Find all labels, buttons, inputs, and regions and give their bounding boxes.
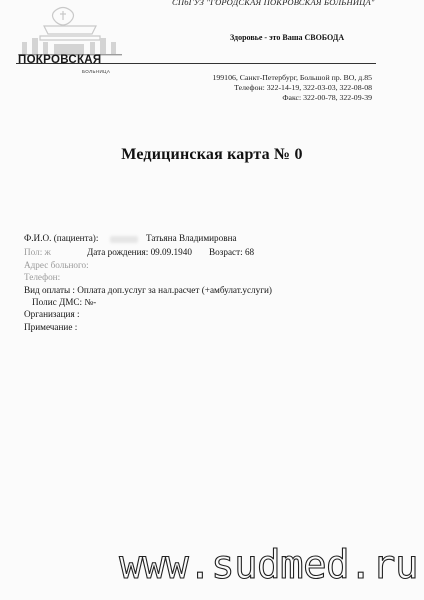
age-field: Возраст: 68 (209, 247, 255, 257)
document-title: Медицинская карта № 0 (121, 146, 303, 163)
phone-field: Телефон: (24, 272, 61, 282)
payment-field: Вид оплаты : Оплата доп.услуг за нал.расчет (+амбулат.услуги) (24, 285, 272, 295)
dob-field: Дата рождения: 09.09.1940 (87, 247, 192, 257)
header-divider (16, 63, 376, 64)
logo-wordmark: ПОКРОВСКАЯ (18, 54, 102, 66)
note-field: Примечание : (24, 322, 78, 332)
address-field: Адрес больного: (24, 260, 89, 270)
fio-value: Татьяна Владимировна (146, 233, 237, 243)
hospital-name: СПбГУЗ "ГОРОДСКАЯ ПОКРОВСКАЯ БОЛЬНИЦА" (172, 0, 375, 7)
organization-field: Организация : (24, 309, 80, 319)
hospital-phone: Телефон: 322-14-19, 322-03-03, 322-08-08 (234, 83, 372, 92)
sex-field: Пол: ж (24, 247, 51, 257)
dms-field: Полис ДМС: №- (32, 297, 97, 307)
hospital-address: 199106, Санкт-Петербург, Большой пр. ВО, д.85 (212, 73, 372, 82)
logo-subtitle: БОЛЬНИЦА (82, 69, 111, 74)
hospital-fax: Факс: 322-00-78, 322-09-39 (282, 93, 372, 102)
watermark: www.sudmed.ru (119, 543, 418, 588)
fio-label: Ф.И.О. (пациента): (24, 233, 99, 243)
slogan: Здоровье - это Ваша СВОБОДА (230, 33, 345, 42)
redacted-surname (110, 236, 138, 243)
